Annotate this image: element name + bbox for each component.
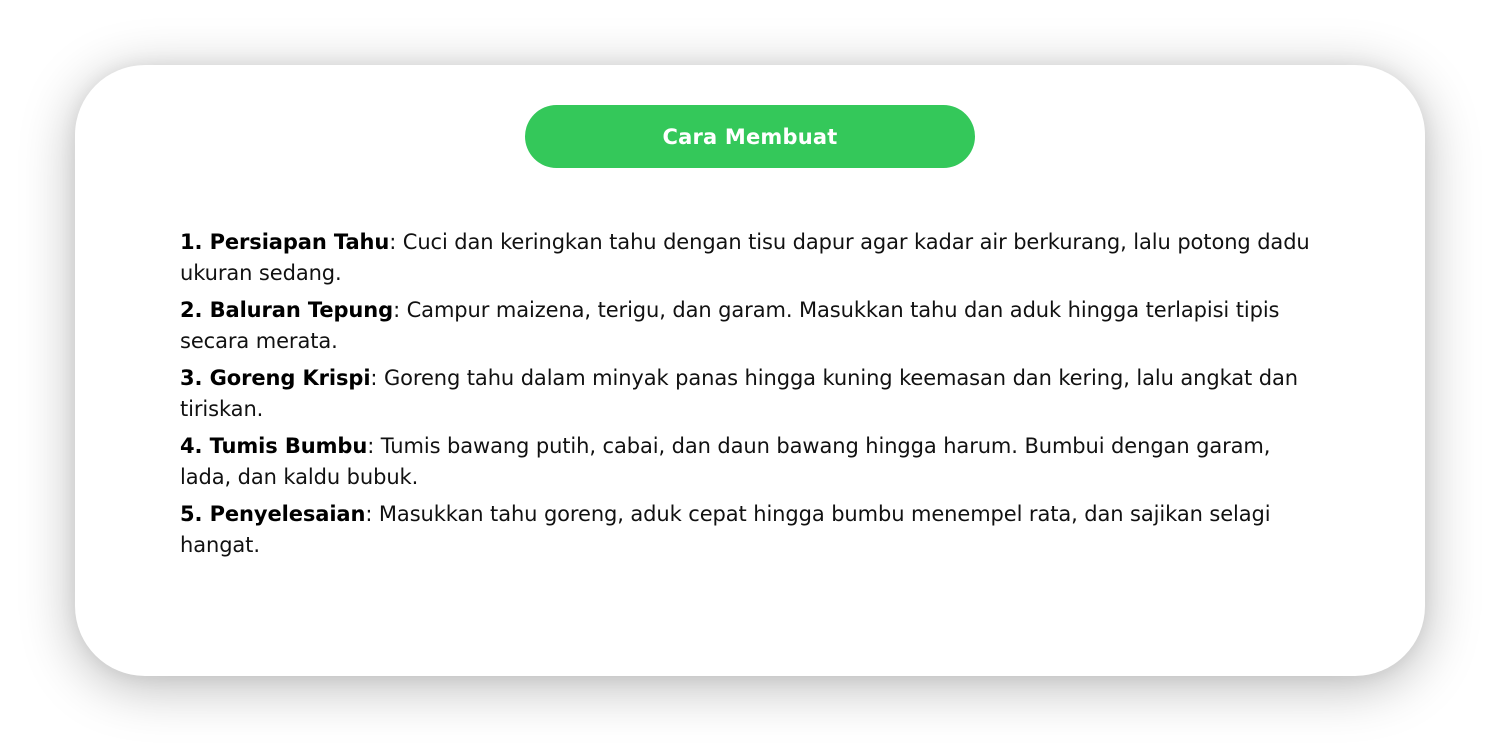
section-title: Cara Membuat [662,124,838,149]
step-item [180,499,1320,561]
step-description: : Cuci dan keringkan tahu dengan tisu dapur agar kadar air berkurang, lalu potong dadu ukuran sedang. [180,230,1310,285]
step-description: : Campur maizena, terigu, dan garam. Masukkan tahu dan aduk hingga terlapisi tipis secara merata. [180,298,1280,353]
step-item [180,227,1320,289]
step-title: 2. Baluran Tepung [180,298,394,322]
section-title-badge [525,105,975,168]
step-title: 5. Penyelesaian [180,502,366,526]
step-description: : Goreng tahu dalam minyak panas hingga kuning keemasan dan kering, lalu angkat dan tiriskan. [180,366,1298,421]
step-description: : Tumis bawang putih, cabai, dan daun bawang hingga harum. Bumbui dengan garam, lada, dan kaldu bubuk. [180,434,1271,489]
step-title: 1. Persiapan Tahu [180,230,390,254]
steps-list [180,227,1320,567]
step-item [180,295,1320,357]
recipe-card [75,65,1425,676]
step-title: 3. Goreng Krispi [180,366,371,390]
step-item [180,363,1320,425]
step-item [180,431,1320,493]
step-title: 4. Tumis Bumbu [180,434,368,458]
step-description: : Masukkan tahu goreng, aduk cepat hingga bumbu menempel rata, dan sajikan selagi hangat. [180,502,1271,557]
